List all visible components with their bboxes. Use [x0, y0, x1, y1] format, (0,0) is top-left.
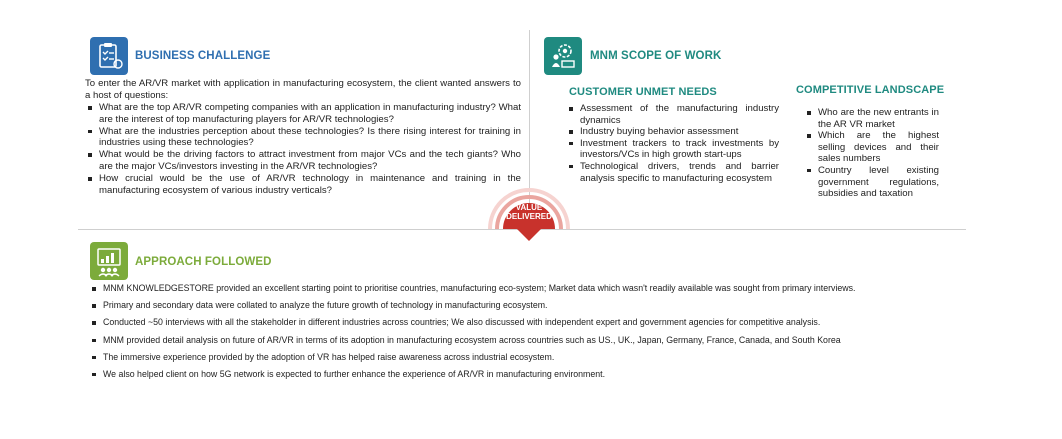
list-item: Country level existing government regulations, subsidies and taxation [804, 165, 939, 200]
value-delivered-line1: VALUE [515, 203, 543, 212]
business-challenge-intro: To enter the AR/VR market with application in manufacturing ecosystem, the client wanted answers to a host of questions: [85, 78, 521, 101]
list-item: What would be the driving factors to attract investment from major VCs and the tech giants? Who are the major VCs/investors investing in the AR/VR technologies? [85, 149, 521, 172]
business-challenge-list [85, 102, 521, 197]
list-item: How crucial would be the use of AR/VR technology in maintenance and training in the manufacturing ecosystem of various industry verticals? [85, 173, 521, 196]
customer-unmet-needs-title: CUSTOMER UNMET NEEDS [569, 86, 717, 98]
value-delivered-line2: DELIVERED [506, 212, 552, 221]
list-item: What are the top AR/VR competing companies with an application in manufacturing industry? What are the interest of top manufacturing players for AR/VR technologies? [85, 102, 521, 125]
scope-of-work-title: MNM SCOPE OF WORK [590, 50, 722, 62]
business-challenge-title: BUSINESS CHALLENGE [135, 50, 271, 62]
value-delivered-badge [484, 178, 574, 244]
list-item: The immersive experience provided by the adoption of VR has helped raise awareness across industrial ecosystem. [89, 352, 959, 363]
list-item: Who are the new entrants in the AR VR market [804, 107, 939, 130]
list-item: Which are the highest selling devices and their sales numbers [804, 130, 939, 165]
customer-unmet-needs-list [566, 103, 779, 184]
list-item: Primary and secondary data were collated to analyze the future growth of technology in manufacturing ecosystem. [89, 300, 959, 311]
list-item: MNM provided detail analysis on future of AR/VR in terms of its adoption in manufacturing ecosystem across countries such as US., UK., Japan, Germany, France, Canada, and South Korea [89, 335, 959, 346]
list-item: Industry buying behavior assessment [566, 126, 779, 138]
competitive-landscape-title: COMPETITIVE LANDSCAPE [796, 84, 945, 96]
list-item: Conducted ~50 interviews with all the stakeholder in different industries across countries; We also discussed with independent expert and government agencies for competitive analysis. [89, 317, 959, 328]
list-item: Assessment of the manufacturing industry dynamics [566, 103, 779, 126]
clipboard-checklist-icon [90, 37, 128, 75]
list-item: What are the industries perception about these technologies? Is there rising interest for training in industries using these technologies? [85, 126, 521, 149]
growth-chart-icon [90, 242, 128, 280]
approach-list [89, 283, 959, 386]
competitive-landscape-list [804, 107, 939, 200]
list-item: Investment trackers to track investments by investors/VCs in high growth start-ups [566, 138, 779, 161]
approach-title: APPROACH FOLLOWED [135, 256, 272, 268]
list-item: MNM KNOWLEDGESTORE provided an excellent starting point to prioritise countries, manufacturing eco-system; Market data which wasn't readily available was sought from primary interviews. [89, 283, 959, 294]
gear-person-icon [544, 37, 582, 75]
list-item: We also helped client on how 5G network is expected to further enhance the experience of AR/VR in manufacturing environment. [89, 369, 959, 380]
list-item: Technological drivers, trends and barrier analysis specific to manufacturing ecosystem [566, 161, 779, 184]
